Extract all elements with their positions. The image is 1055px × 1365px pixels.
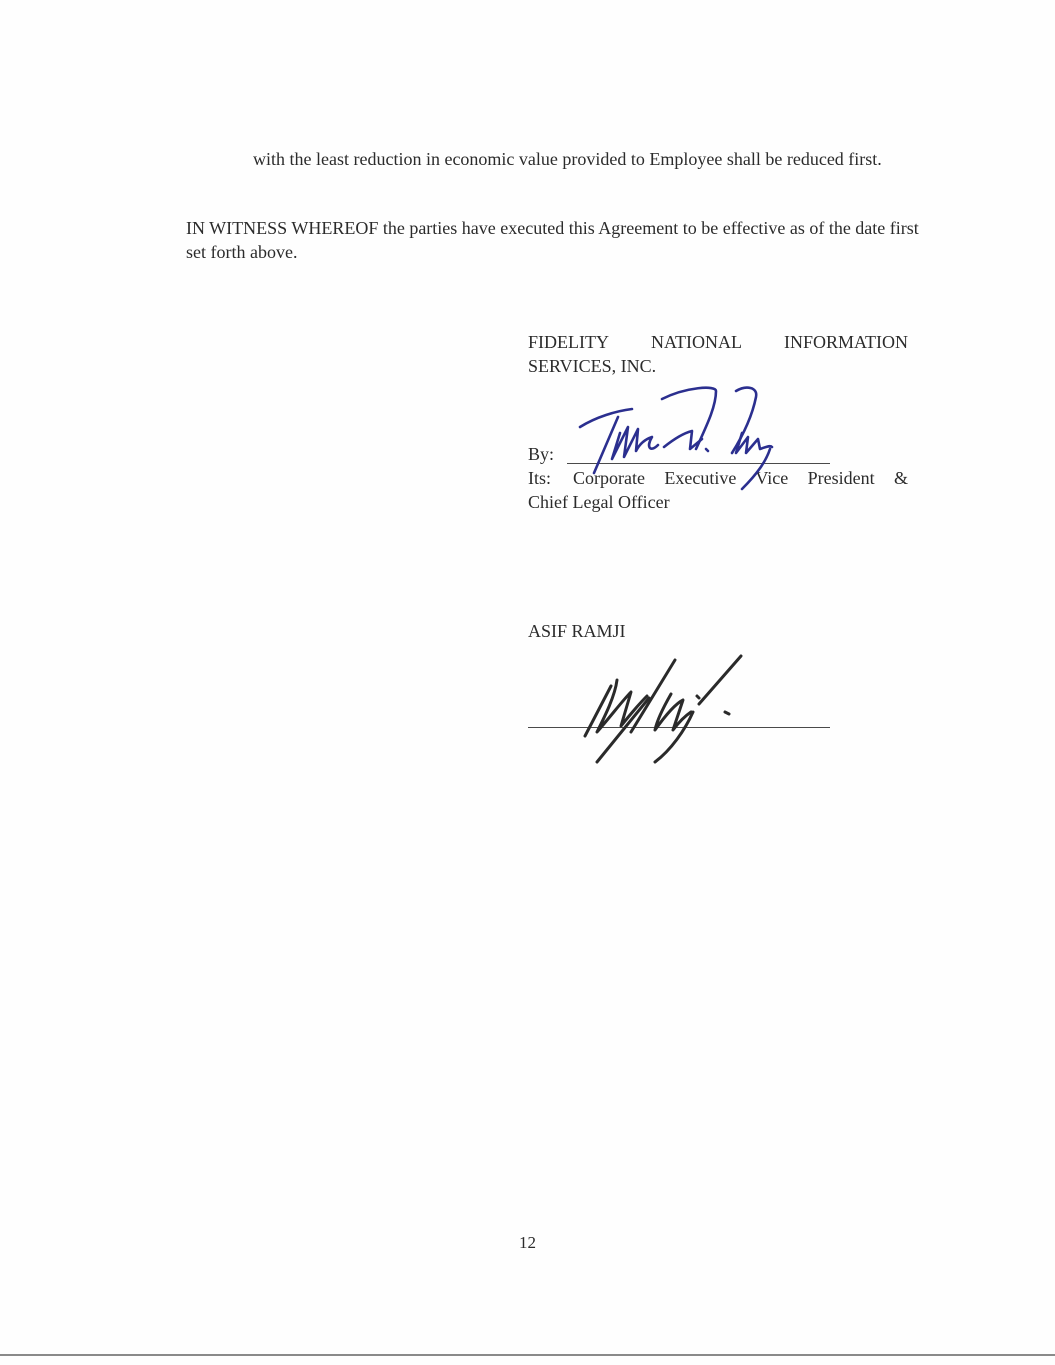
- paragraph-witness: IN WITNESS WHEREOF the parties have executed this Agreement to be effective as of the date first set forth above.: [186, 218, 919, 262]
- signer-title-line2: Chief Legal Officer: [528, 492, 670, 512]
- employee-name: ASIF RAMJI: [528, 621, 626, 641]
- paragraph-continuation: with the least reduction in economic value provided to Employee shall be reduced first.: [253, 149, 882, 169]
- company-name-line1: FIDELITY NATIONAL INFORMATION: [528, 332, 908, 352]
- by-label: By:: [528, 444, 555, 464]
- company-name-line2: SERVICES, INC.: [528, 356, 657, 376]
- company-signature-image: [566, 377, 796, 497]
- its-label: Its:: [528, 468, 552, 488]
- company-name-block: [528, 330, 908, 378]
- page-number: 12: [519, 1233, 536, 1252]
- signer-title-line1: Corporate Executive Vice President &: [573, 468, 908, 488]
- employee-signature-image: [575, 646, 755, 766]
- bottom-divider: [0, 1354, 1055, 1356]
